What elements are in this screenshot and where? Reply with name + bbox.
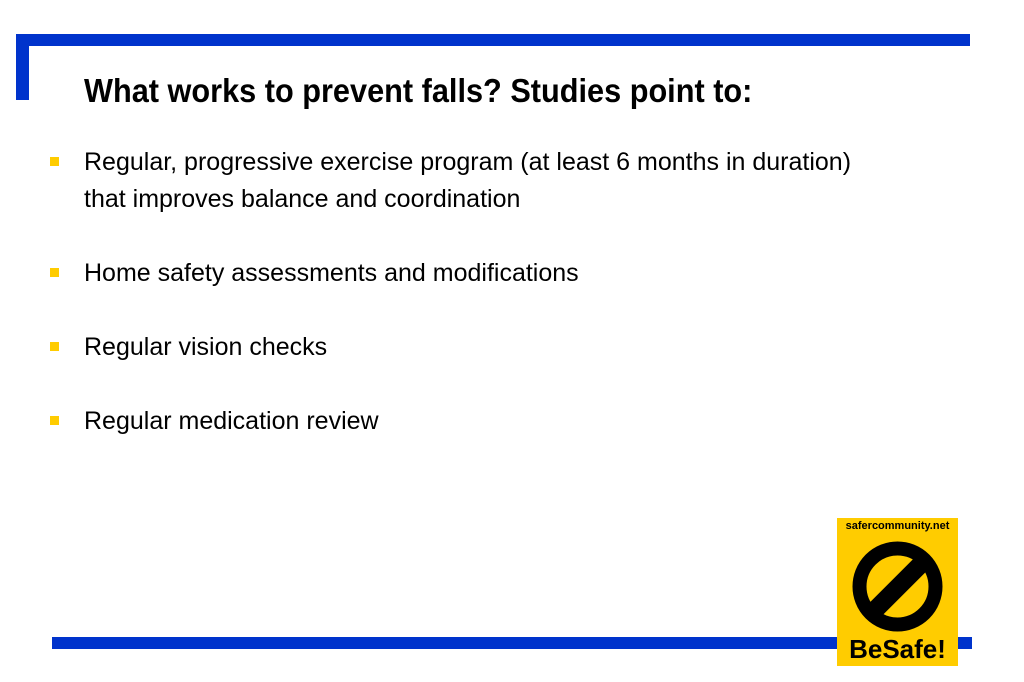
bullet-square-icon [50, 157, 59, 166]
top-accent-bar [16, 34, 970, 46]
slide-title: What works to prevent falls? Studies point to: [84, 72, 753, 109]
no-symbol-icon [849, 538, 946, 635]
bullet-text: Home safety assessments and modifications [84, 259, 579, 287]
bullet-item-exercise [46, 144, 886, 218]
logo-url: safercommunity.net [845, 520, 950, 532]
bullet-square-icon [50, 416, 59, 425]
left-accent-bar [16, 34, 29, 100]
bullet-item-medication [46, 403, 886, 440]
logo-name: BeSafe! [849, 634, 946, 664]
bullet-text: Regular medication review [84, 407, 379, 435]
bullet-list [46, 144, 886, 477]
bullet-text: Regular, progressive exercise program (at least 6 months in duration) that improves balance and coordination [84, 148, 852, 213]
bullet-square-icon [50, 268, 59, 277]
bullet-item-home-safety [46, 255, 886, 292]
bullet-item-vision [46, 329, 886, 366]
bottom-accent-bar [52, 637, 972, 649]
bullet-text: Regular vision checks [84, 333, 328, 361]
besafe-logo [837, 518, 958, 666]
bullet-square-icon [50, 342, 59, 351]
